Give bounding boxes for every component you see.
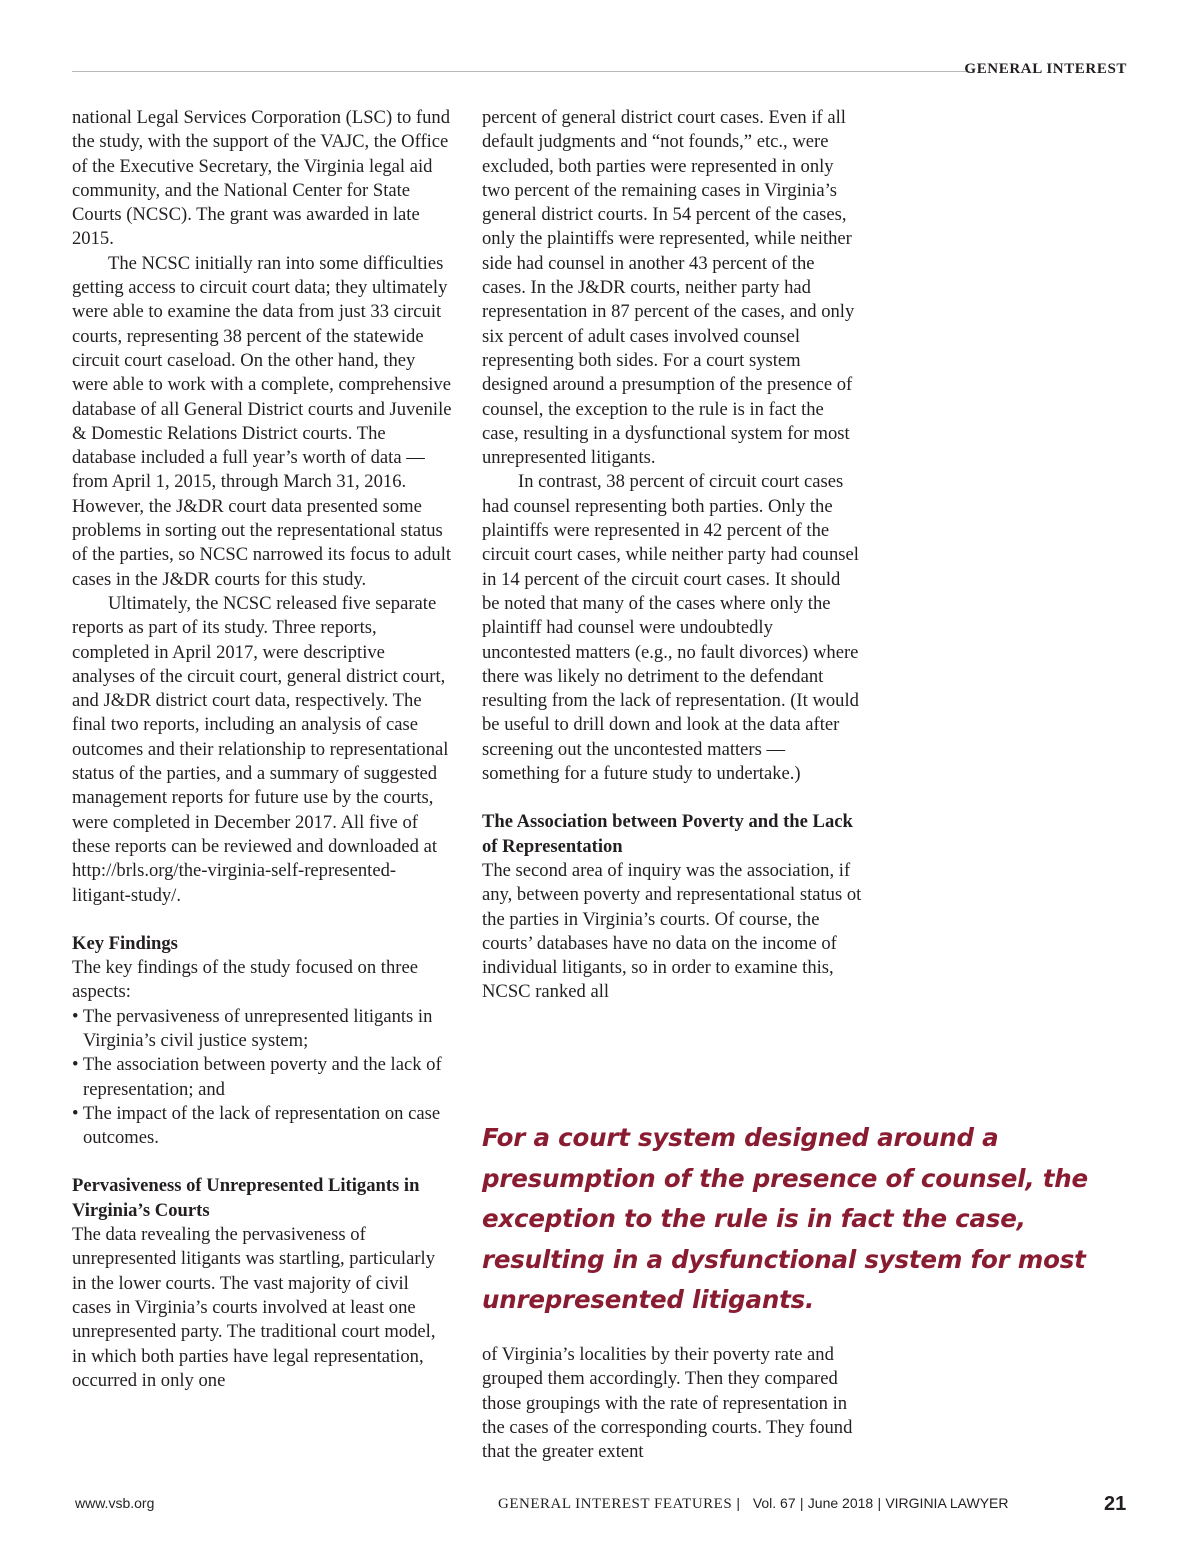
footer-publication-line: [498, 1495, 1009, 1513]
footer-publication: VIRGINIA LAWYER: [885, 1495, 1009, 1511]
footer-separator: |: [736, 1495, 741, 1511]
footer-date: June 2018: [807, 1495, 874, 1511]
right-column-bottom: [482, 1343, 862, 1464]
key-findings-heading: Key Findings: [72, 932, 178, 954]
paragraph: The second area of inquiry was the association, if any, between poverty and representational status ot the parties in Virginia’s courts. Of course, the courts’ databases have no data on the income of individual litigants, so in order to examine this, NCSC ranked all: [482, 859, 862, 1003]
footer-url[interactable]: www.vsb.org: [75, 1495, 155, 1511]
paragraph: In contrast, 38 percent of circuit court cases had counsel representing both parties. Only the plaintiffs were represented in 42 percent of the circuit court cases, while neither party had counsel in 14 percent of the circuit court cases. It should be noted that many of the cases where only the plaintiff had counsel were undoubtedly uncontested matters (e.g., no fault divorces) where there was likely no detriment to the defendant resulting from the lack of representation. (It would be useful to drill down and look at the data after screening out the uncontested matters — something for a future study to undertake.): [482, 471, 859, 785]
footer-volume: Vol. 67: [752, 1495, 796, 1511]
page-number: 21: [1104, 1493, 1127, 1515]
footer-section: GENERAL INTEREST FEATURES: [498, 1496, 733, 1512]
footer-separator: |: [799, 1495, 804, 1511]
paragraph: The NCSC initially ran into some difficulties getting access to circuit court data; they ultimately were able to examine the data from just 33 circuit courts, representing 38 percent of the statewide circuit court caseload. On the other hand, they were able to work with a complete, comprehensive database of all General District courts and Juvenile & Domestic Relations District courts. The database included a full year’s worth of data — from April 1, 2015, through March 31, 2016. However, the J&DR court data presented some problems in sorting out the representational status of the parties, so NCSC narrowed its focus to adult cases in the J&DR courts for this study.: [72, 252, 452, 590]
list-item: • The association between poverty and the lack of representation; and: [72, 1054, 442, 1100]
paragraph: Ultimately, the NCSC released five separate reports as part of its study. Three reports, completed in April 2017, were descriptive analyses of the circuit court, general district court, and J&DR district court data, respectively. The final two reports, including an analysis of case outcomes and their relationship to representational status of the parties, and a summary of suggested management reports for future use by the courts, were completed in December 2017. All five of these reports can be reviewed and downloaded at http://brls.org/the-virginia-self-represented-litigant-study/.: [72, 592, 449, 906]
list-item: • The impact of the lack of representation on case outcomes.: [72, 1102, 441, 1149]
pull-quote: For a court system designed around a presumption of the presence of counsel, the exception to the rule is in fact the case, resulting in a dysfunctional system for most unrepresented litigants.: [482, 1123, 1088, 1315]
paragraph: The data revealing the pervasiveness of unrepresented litigants was startling, particularly in the lower courts. The vast majority of civil cases in Virginia’s courts involved at least one unrepresented party. The traditional court model, in which both parties have legal representation, occurred in only one: [72, 1224, 436, 1391]
paragraph: percent of general district court cases. Even if all default judgments and “not founds,” etc., were excluded, both parties were represented in only two percent of the remaining cases in Virginia’s general district courts. In 54 percent of the cases, only the plaintiffs were represented, while neither side had counsel in another 43 percent of the cases. In the J&DR courts, neither party had representation in 87 percent of the cases, and only six percent of adult cases involved counsel representing both sides. For a court system designed around a presumption of the presence of counsel, the exception to the rule is in fact the case, resulting in a dysfunctional system for most unrepresented litigants.: [482, 107, 855, 469]
paragraph: The key findings of the study focused on three aspects:: [72, 957, 418, 1003]
left-column: [72, 106, 452, 1393]
right-column-top: [482, 106, 862, 1005]
header-rule: [72, 71, 970, 72]
pervasiveness-heading: Pervasiveness of Unrepresented Litigants in Virginia’s Courts: [72, 1175, 420, 1221]
footer-separator: |: [877, 1495, 882, 1511]
key-findings-list: [72, 1005, 452, 1151]
paragraph: of Virginia’s localities by their poverty rate and grouped them accordingly. Then they compared those groupings with the rate of representation in the cases of the corresponding courts. They found that the greater extent: [482, 1344, 853, 1463]
section-label: GENERAL INTEREST: [964, 61, 1127, 77]
poverty-heading: The Association between Poverty and the Lack of Representation: [482, 811, 853, 857]
list-item: • The pervasiveness of unrepresented litigants in Virginia’s civil justice system;: [72, 1005, 433, 1051]
paragraph: national Legal Services Corporation (LSC) to fund the study, with the support of the VAJC, the Office of the Executive Secretary, the Virginia legal aid community, and the National Center for State Courts (NCSC). The grant was awarded in late 2015.: [72, 107, 450, 250]
